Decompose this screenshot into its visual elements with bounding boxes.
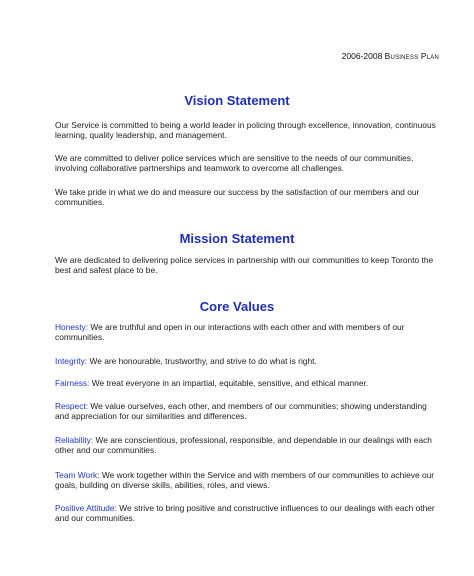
core-value-respect [55,401,439,422]
core-value-text: We are truthful and open in our interactions with each other and with members of our communities. [55,322,405,343]
core-value-text: We work together within the Service and with members of our communities to achieve our goals, building on diverse skills, abilities, roles, and views. [55,470,435,491]
core-value-label: Fairness: [55,378,90,388]
core-value-label: Honesty: [55,322,89,332]
core-value-text: We are honourable, trustworthy, and strive to do what is right. [87,356,317,366]
header-year: 2006-2008 [341,51,385,61]
vision-paragraph-2: We are committed to deliver police services which are sensitive to the needs of our communities, involving collaborative partnerships and teamwork to overcome all challenges. [55,153,414,174]
page-header [342,51,439,61]
core-value-label: Positive Attitude: [55,503,117,513]
mission-heading: Mission Statement [179,231,295,246]
core-value-fairness [55,378,439,388]
core-value-reliability [55,435,439,456]
core-value-text: We value ourselves, each other, and members of our communities; showing understanding and appreciation for our similarities and differences. [55,401,427,422]
core-value-text: We are conscientious, professional, responsible, and dependable in our dealings with each other and our communities. [55,435,432,456]
core-value-positive-attitude [55,503,439,524]
core-value-honesty [55,322,439,343]
core-value-label: Integrity: [55,356,88,366]
core-value-integrity [55,356,439,366]
vision-paragraph-1: Our Service is committed to being a world leader in policing through excellence, innovation, continuous learning, quality leadership, and management. [55,120,436,141]
core-value-text: We strive to bring positive and constructive influences to our dealings with each other and our communities. [55,503,435,524]
core-value-label: Team Work: [55,470,100,480]
header-title: Business Plan [384,51,439,61]
core-value-label: Reliability: [55,435,94,445]
vision-paragraph-3: We take pride in what we do and measure our success by the satisfaction of our members and our communities. [55,187,420,208]
core-value-text: We treat everyone in an impartial, equitable, sensitive, and ethical manner. [89,378,369,388]
vision-heading: Vision Statement [184,93,290,108]
core-value-label: Respect: [55,401,89,411]
core-values-heading: Core Values [199,299,275,314]
mission-paragraph: We are dedicated to delivering police services in partnership with our communities to keep Toronto the best and safest place to be. [55,255,434,276]
core-value-team-work [55,470,439,491]
